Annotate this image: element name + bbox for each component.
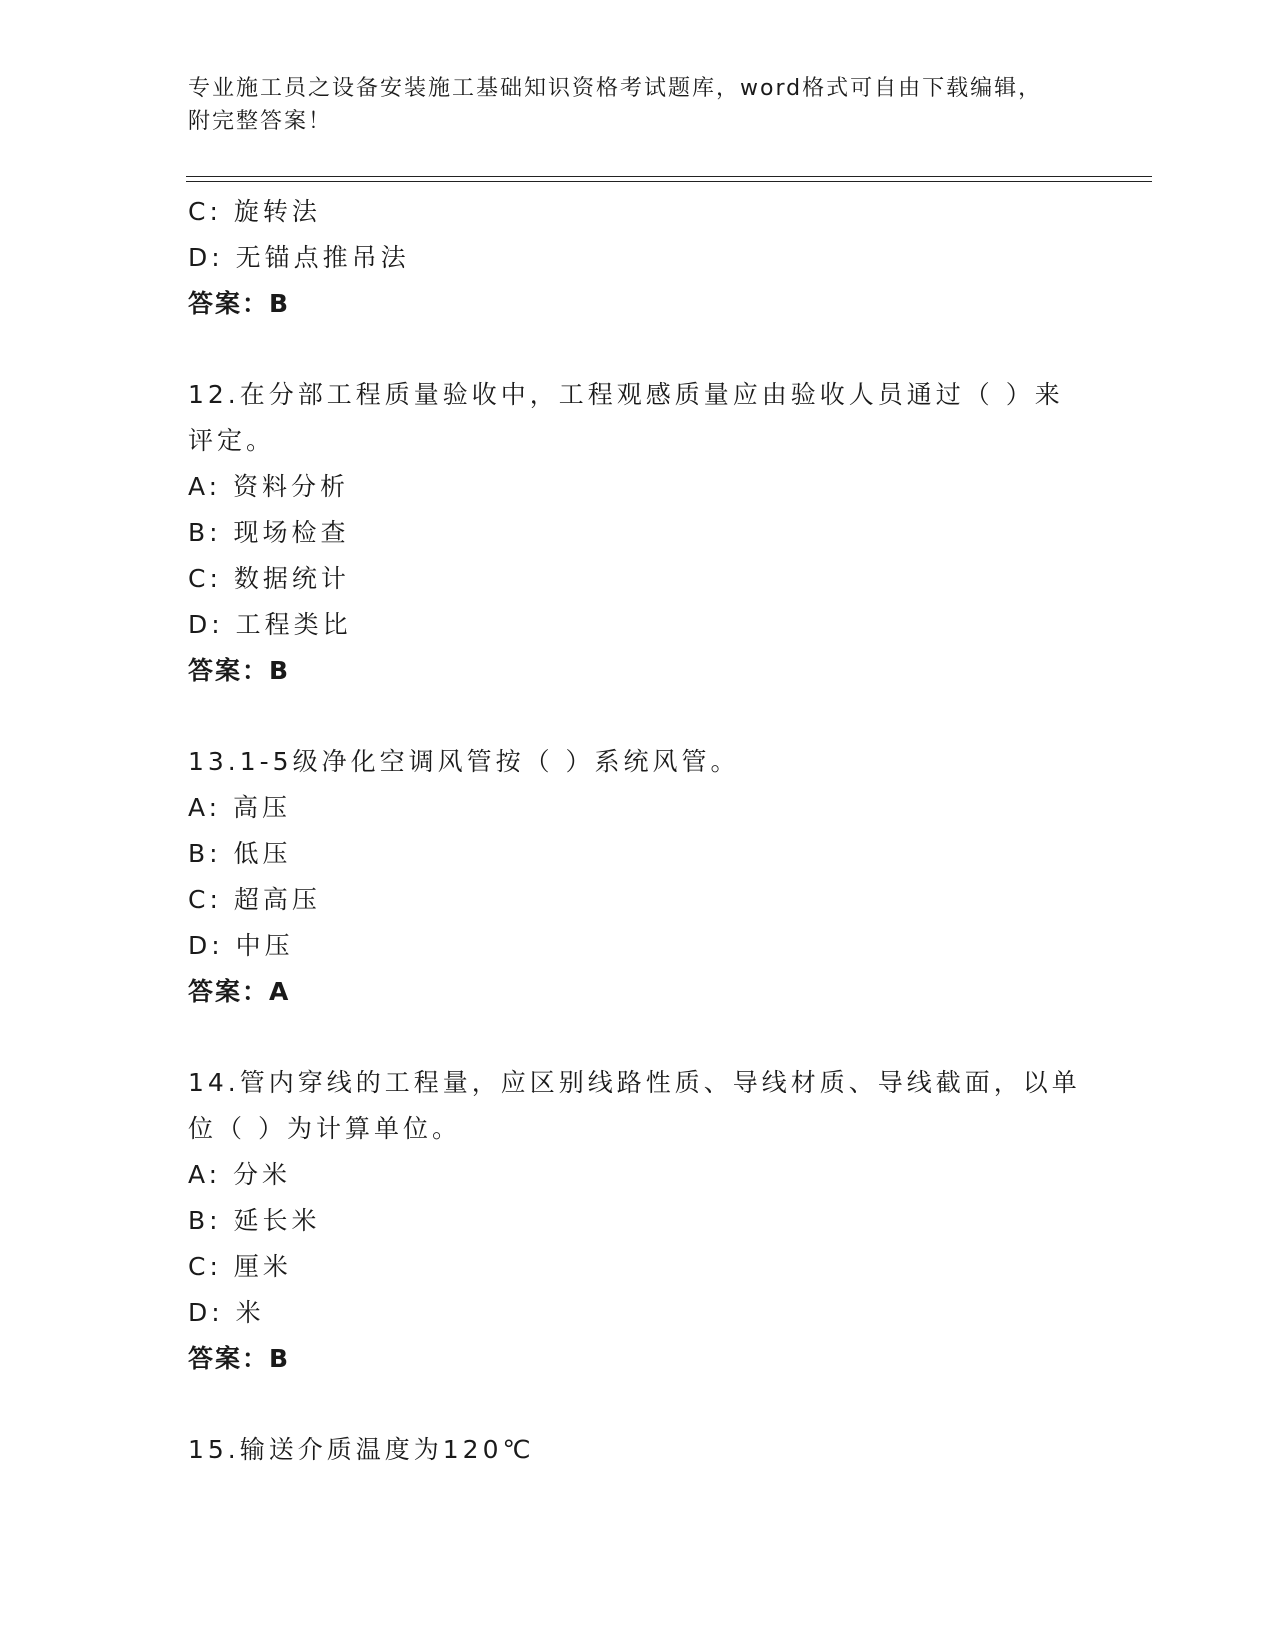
question-list [188, 189, 1088, 1473]
spacer [188, 694, 1088, 739]
spacer [188, 327, 1088, 372]
spacer [188, 1015, 1088, 1060]
option-b: B: 现场检查 [188, 518, 350, 547]
question-11 [188, 189, 1088, 327]
option-b: B: 延长米 [188, 1206, 321, 1235]
document-header [188, 72, 1068, 138]
option-c: C: 旋转法 [188, 197, 321, 226]
option-d: D: 无锚点推吊法 [188, 243, 410, 272]
header-divider-top [186, 176, 1152, 177]
question-stem: 14.管内穿线的工程量，应区别线路性质、导线材质、导线截面，以单 [188, 1068, 1081, 1097]
spacer [188, 1382, 1088, 1427]
answer-line: 答案：B [188, 289, 291, 318]
option-b: B: 低压 [188, 839, 292, 868]
header-divider-bottom [186, 181, 1152, 182]
question-stem: 12.在分部工程质量验收中，工程观感质量应由验收人员通过（ ）来 [188, 380, 1064, 409]
question-12 [188, 372, 1088, 694]
option-a: A: 分米 [188, 1160, 292, 1189]
answer-line: 答案：B [188, 1344, 291, 1373]
option-a: A: 资料分析 [188, 472, 350, 501]
question-stem-continued: 位（ ）为计算单位。 [188, 1114, 461, 1143]
answer-line: 答案：B [188, 656, 291, 685]
option-d: D: 中压 [188, 931, 294, 960]
option-c: C: 厘米 [188, 1252, 292, 1281]
option-d: D: 米 [188, 1298, 265, 1327]
header-title-line-1: 专业施工员之设备安装施工基础知识资格考试题库，word格式可自由下载编辑， [188, 76, 1043, 101]
question-stem: 15.输送介质温度为120℃ [188, 1435, 535, 1464]
question-15 [188, 1427, 1088, 1473]
option-d: D: 工程类比 [188, 610, 352, 639]
question-stem-continued: 评定。 [188, 426, 276, 455]
option-c: C: 超高压 [188, 885, 321, 914]
question-14 [188, 1060, 1088, 1382]
question-13 [188, 739, 1088, 1015]
question-stem: 13.1-5级净化空调风管按（ ）系统风管。 [188, 747, 740, 776]
option-c: C: 数据统计 [188, 564, 350, 593]
option-a: A: 高压 [188, 793, 292, 822]
header-title-line-2: 附完整答案！ [188, 109, 333, 134]
answer-line: 答案：A [188, 977, 291, 1006]
